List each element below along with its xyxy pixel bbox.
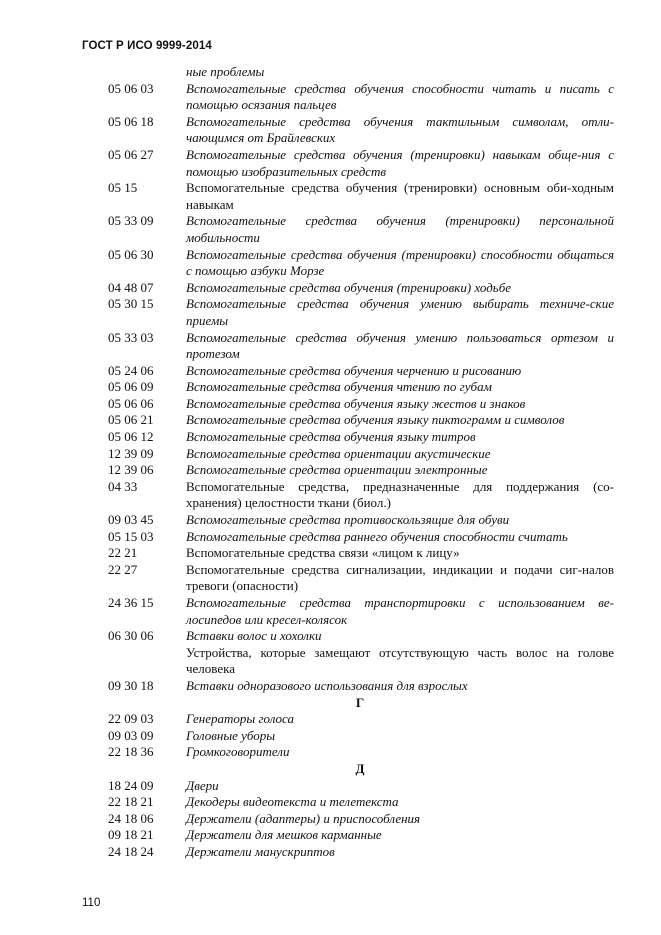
entry-text: Вспомогательные средства обучения способности читать и писать с помощью осязания пальцев: [186, 80, 614, 113]
entry-code: 05 06 06: [108, 395, 154, 411]
index-entry: [0, 81, 661, 114]
index-entry: [0, 728, 661, 745]
entry-code: 05 06 30: [108, 246, 154, 262]
index-entry: [0, 296, 661, 329]
index-entry: [0, 147, 661, 180]
entry-text: Вспомогательные средства обучения черчению и рисованию: [186, 362, 522, 378]
index-entry: [0, 412, 661, 429]
entry-text: Вспомогательные средства обучения чтению по губам: [186, 379, 492, 395]
index-entry: [0, 628, 661, 645]
entry-code: 04 33: [108, 478, 138, 494]
index-entry: [0, 363, 661, 380]
entry-text: Вспомогательные средства обучения языку титров: [186, 429, 476, 445]
index-entry: [0, 396, 661, 413]
entry-text: Вспомогательные средства сигнализации, индикации и подачи сиг-налов тревоги (опасности): [186, 561, 614, 594]
entry-code: 18 24 09: [108, 777, 154, 793]
entry-text: Вспомогательные средства обучения (тренировки) основным оби-ходным навыкам: [186, 180, 614, 212]
entry-text: Вспомогательные средства, предназначенные для поддержания (со-хранения) целостности ткани (биол.): [186, 478, 614, 511]
entry-code: 12 39 09: [108, 445, 154, 461]
index-entry: [0, 462, 661, 479]
index-entry: [0, 180, 661, 213]
index-entry: [0, 446, 661, 463]
entry-code: 04 48 07: [108, 279, 154, 295]
entry-text: Вспомогательные средства противоскользящие для обуви: [186, 512, 510, 528]
entry-code: 06 30 06: [108, 628, 154, 644]
entry-text: Вставки волос и хохолки: [186, 628, 322, 644]
entry-code: 22 21: [108, 545, 138, 561]
entry-text: Генераторы голоса: [186, 711, 294, 727]
entry-code: 05 24 06: [108, 362, 154, 378]
index-entry: [0, 778, 661, 795]
entry-text: Устройства, которые замещают отсутствующую часть волос на голове человека: [186, 644, 614, 677]
index-list: [0, 64, 661, 861]
entry-text: Вспомогательные средства транспортировки с использованием ве-лосипедов или кресел-колясок: [186, 595, 614, 627]
section-letter: Г: [355, 694, 365, 710]
index-entry: [0, 811, 661, 828]
entry-text: Головные уборы: [186, 727, 276, 743]
entry-code: 22 18 36: [108, 744, 154, 760]
index-entry: [0, 64, 661, 81]
entry-text: Вспомогательные средства ориентации электронные: [186, 462, 488, 478]
entry-code: 12 39 06: [108, 462, 154, 478]
entry-code: 05 06 09: [108, 379, 154, 395]
index-entry: [0, 512, 661, 529]
page-number: 110: [82, 897, 101, 909]
entry-text: Вспомогательные средства обучения (тренировки) персональной мобильности: [186, 213, 614, 245]
entry-code: 22 27: [108, 561, 138, 577]
entry-code: 09 30 18: [108, 677, 154, 693]
entry-code: 05 15: [108, 180, 138, 196]
entry-text: Вспомогательные средства обучения (тренировки) ходьбе: [186, 279, 512, 295]
index-entry: [0, 844, 661, 861]
entry-text: Вспомогательные средства ориентации акустические: [186, 445, 491, 461]
entry-text: Двери: [186, 777, 219, 793]
entry-code: 09 18 21: [108, 827, 154, 843]
index-entry: [0, 529, 661, 546]
index-entry: [0, 595, 661, 628]
index-entry: [0, 379, 661, 396]
entry-text: Вспомогательные средства обучения тактильным символам, отли-чающимся от Брайлевских: [186, 113, 614, 146]
entry-text: ные проблемы: [186, 64, 265, 79]
entry-text: Вспомогательные средства обучения языку жестов и знаков: [186, 395, 526, 411]
entry-text: Вспомогательные средства раннего обучения способности считать: [186, 528, 568, 544]
index-entry: [0, 213, 661, 246]
entry-code: 05 06 12: [108, 429, 154, 445]
index-entry: [0, 794, 661, 811]
document-header: ГОСТ Р ИСО 9999-2014: [82, 40, 212, 52]
index-entry: [0, 479, 661, 512]
index-entry: [0, 744, 661, 761]
entry-text: Держатели манускриптов: [186, 843, 335, 859]
entry-code: 24 18 06: [108, 810, 154, 826]
entry-code: 05 06 27: [108, 146, 154, 162]
entry-code: 09 03 45: [108, 512, 154, 528]
entry-code: 24 18 24: [108, 843, 154, 859]
entry-text: Вспомогательные средства обучения умению выбирать техниче-ские приемы: [186, 296, 614, 328]
entry-code: 05 06 03: [108, 80, 154, 96]
entry-code: 09 03 09: [108, 727, 154, 743]
index-entry: [0, 330, 661, 363]
entry-code: 05 06 21: [108, 412, 154, 428]
entry-code: 22 09 03: [108, 711, 154, 727]
entry-text: Вспомогательные средства обучения (тренировки) способности общаться с помощью азбуки Морзе: [186, 246, 614, 279]
entry-code: 05 15 03: [108, 528, 154, 544]
entry-text: Вставки одноразового использования для взрослых: [186, 677, 468, 693]
index-entry: [0, 247, 661, 280]
index-entry: [0, 562, 661, 595]
entry-text: Держатели для мешков карманные: [186, 827, 382, 843]
entry-text: Вспомогательные средства обучения языку пиктограмм и символов: [186, 412, 565, 428]
index-entry: [0, 827, 661, 844]
entry-text: Декодеры видеотекста и телетекста: [186, 794, 399, 810]
entry-text: Вспомогательные средства обучения (тренировки) навыкам обще-ния с помощью изобразительных средств: [186, 146, 614, 179]
index-entry: [0, 678, 661, 695]
index-entry: [0, 645, 661, 678]
index-entry: [0, 711, 661, 728]
entry-code: 24 36 15: [108, 595, 154, 610]
index-entry: [0, 114, 661, 147]
entry-code: 05 33 09: [108, 213, 154, 229]
entry-code: 05 33 03: [108, 329, 154, 345]
index-entry: [0, 545, 661, 562]
entry-text: Вспомогательные средства связи «лицом к лицу»: [186, 545, 460, 561]
entry-text: Громкоговорители: [186, 744, 290, 760]
entry-code: 05 06 18: [108, 113, 154, 129]
entry-code: 05 30 15: [108, 296, 154, 312]
entry-code: 22 18 21: [108, 794, 154, 810]
entry-text: Вспомогательные средства обучения умению пользоваться ортезом и протезом: [186, 329, 614, 362]
index-entry: [0, 429, 661, 446]
section-letter: Д: [355, 760, 365, 776]
entry-text: Держатели (адаптеры) и приспособления: [186, 810, 421, 826]
index-entry: [0, 280, 661, 297]
